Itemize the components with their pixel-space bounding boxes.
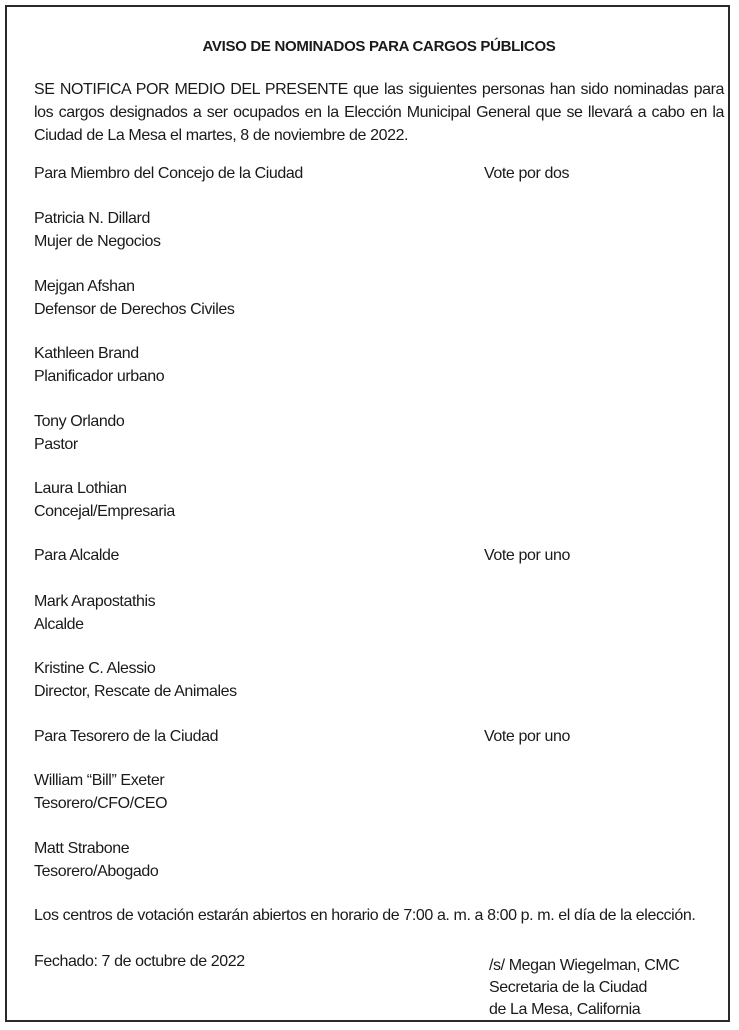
candidate-occupation: Concejal/Empresaria: [34, 503, 175, 520]
candidate-name: William “Bill” Exeter: [34, 772, 165, 789]
candidate-occupation: Tesorero/Abogado: [34, 863, 159, 880]
candidate-occupation: Alcalde: [34, 616, 84, 633]
candidate-name: Kathleen Brand: [34, 345, 139, 362]
office-treasurer-vote: Vote por uno: [484, 728, 570, 745]
signature-location: de La Mesa, California: [489, 1001, 641, 1018]
candidate-occupation: Mujer de Negocios: [34, 233, 161, 250]
candidate-name: Tony Orlando: [34, 413, 125, 430]
office-council-title: Para Miembro del Concejo de la Ciudad: [34, 165, 303, 182]
dated-line: Fechado: 7 de octubre de 2022: [34, 953, 245, 970]
notice-frame: [5, 5, 730, 1022]
candidate-occupation: Defensor de Derechos Civiles: [34, 301, 235, 318]
candidate-name: Kristine C. Alessio: [34, 660, 156, 677]
office-mayor-vote: Vote por uno: [484, 547, 570, 564]
candidate-name: Patricia N. Dillard: [34, 210, 150, 227]
office-treasurer-title: Para Tesorero de la Ciudad: [34, 728, 219, 745]
notice-intro: SE NOTIFICA POR MEDIO DEL PRESENTE que las siguientes personas han sido nominadas para los cargos designados a ser ocupados en la Elección Municipal General que se llevará a cabo en la Ciudad de La Mesa el martes, 8 de noviembre de 2022.: [34, 81, 724, 144]
candidate-name: Mejgan Afshan: [34, 278, 135, 295]
candidate-name: Laura Lothian: [34, 480, 127, 497]
candidate-name: Mark Arapostathis: [34, 593, 156, 610]
candidate-occupation: Planificador urbano: [34, 368, 165, 385]
signature-block: [489, 955, 679, 1021]
notice-title: AVISO DE NOMINADOS PARA CARGOS PÚBLICOS: [202, 38, 556, 55]
signature-title: Secretaria de la Ciudad: [489, 979, 648, 996]
polls-hours: Los centros de votación estarán abiertos en horario de 7:00 a. m. a 8:00 p. m. el día de la elección.: [34, 907, 696, 924]
candidate-name: Matt Strabone: [34, 840, 130, 857]
signature-name: /s/ Megan Wiegelman, CMC: [489, 957, 680, 974]
candidate-occupation: Pastor: [34, 436, 78, 453]
candidate-occupation: Director, Rescate de Animales: [34, 683, 237, 700]
candidate-occupation: Tesorero/CFO/CEO: [34, 795, 168, 812]
office-mayor-title: Para Alcalde: [34, 547, 120, 564]
office-council-vote: Vote por dos: [484, 165, 570, 182]
